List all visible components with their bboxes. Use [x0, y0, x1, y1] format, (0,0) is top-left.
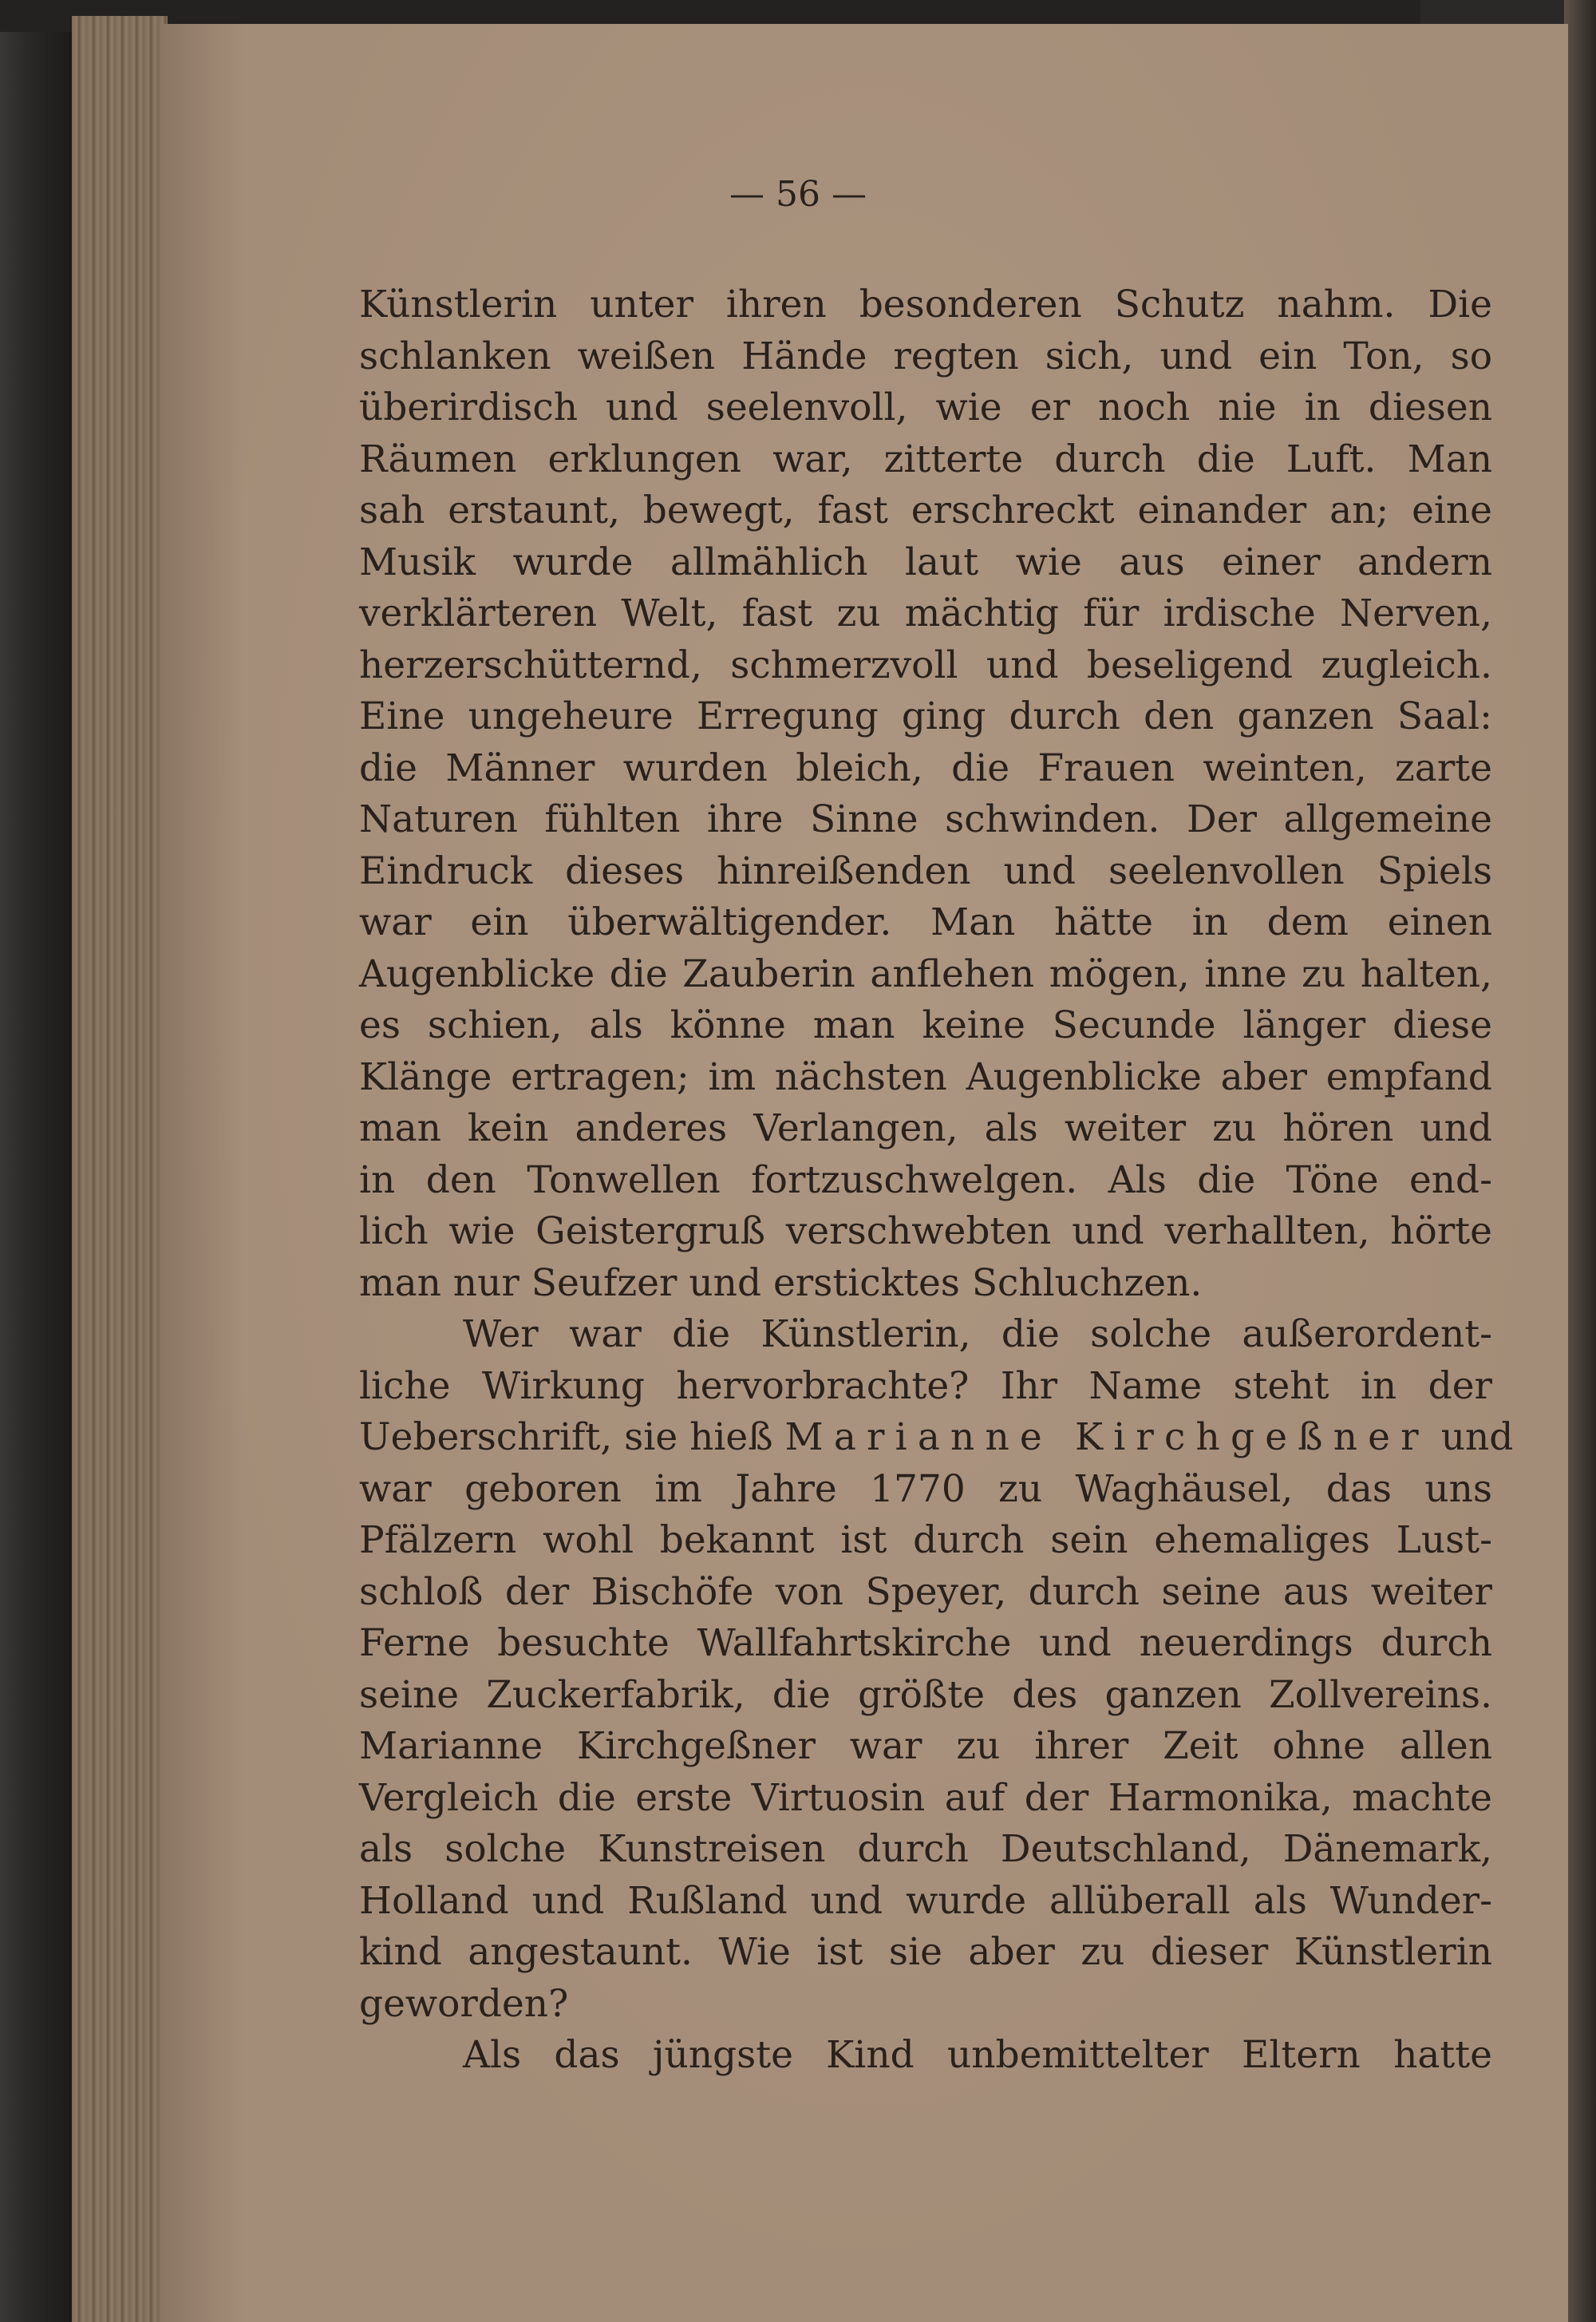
text-line: überirdisch und seelenvoll, wie er noch nie in diesen — [359, 386, 1492, 429]
text-line: Künstlerin unter ihren besonderen Schutz nahm. Die — [359, 283, 1492, 326]
page-stack-edges — [72, 16, 168, 2322]
text-line: Eine ungeheure Erregung ging durch den ganzen Saal: — [359, 694, 1492, 738]
text-line: man nur Seufzer und ersticktes Schluchzen. — [359, 1260, 1203, 1305]
text-line: liche Wirkung hervorbrachte? Ihr Name steht in der — [359, 1363, 1492, 1408]
body-text — [359, 279, 1514, 2082]
text-line: Musik wurde allmählich laut wie aus einer andern — [359, 540, 1492, 584]
text-line: Eindruck dieses hinreißenden und seelenvollen Spiels — [359, 848, 1492, 893]
text-segment: und — [1440, 1415, 1514, 1459]
right-shadow — [1564, 0, 1596, 2322]
text-line: die Männer wurden bleich, die Frauen weinten, zarte — [359, 746, 1492, 790]
text-line: Pfälzern wohl bekannt ist durch sein ehemaliges Lust- — [359, 1518, 1492, 1562]
spaced-name: Marianne Kirchgeßner — [784, 1415, 1429, 1459]
text-line: Augenblicke die Zauberin anflehen mögen, inne zu halten, — [359, 951, 1492, 996]
text-line: in den Tonwellen fortzuschwelgen. Als die Töne end- — [359, 1157, 1492, 1202]
text-line: Holland und Rußland und wurde allüberall als Wunder- — [359, 1878, 1492, 1923]
text-line: es schien, als könne man keine Secunde länger diese — [359, 1003, 1492, 1047]
text-line: Räumen erklungen war, zitterte durch die Luft. Man — [359, 437, 1492, 481]
text-line: Klänge ertragen; im nächsten Augenblicke aber empfand — [359, 1054, 1492, 1099]
text-line: kind angestaunt. Wie ist sie aber zu dieser Künstlerin — [359, 1930, 1492, 1974]
text-line: Ferne besuchte Wallfahrtskirche und neuerdings durch — [359, 1621, 1492, 1665]
text-line: herzerschütternd, schmerzvoll und beseligend zugleich. — [359, 643, 1492, 687]
page-number: — 56 — — [729, 174, 867, 215]
text-line: sah erstaunt, bewegt, fast erschreckt einander an; eine — [359, 489, 1492, 532]
text-line: Naturen fühlten ihre Sinne schwinden. Der allgemeine — [359, 797, 1492, 841]
text-line: Als das jüngste Kind unbemittelter Eltern hatte — [463, 2033, 1492, 2077]
text-line: war ein überwältigender. Man hätte in dem einen — [359, 900, 1492, 944]
text-line: Wer war die Künstlerin, die solche außerordent- — [463, 1312, 1492, 1356]
text-line: Marianne Kirchgeßner war zu ihrer Zeit ohne allen — [359, 1724, 1492, 1768]
text-line: lich wie Geistergruß verschwebten und verhallten, hörte — [359, 1209, 1492, 1253]
text-line: man kein anderes Verlangen, als weiter zu hören und — [359, 1106, 1492, 1150]
text-line: war geboren im Jahre 1770 zu Waghäusel, das uns — [359, 1466, 1492, 1511]
text-line: schloß der Bischöfe von Speyer, durch seine aus weiter — [359, 1569, 1492, 1614]
text-line: seine Zuckerfabrik, die größte des ganzen Zollvereins. — [359, 1672, 1492, 1717]
text-line: Vergleich die erste Virtuosin auf der Harmonika, machte — [359, 1775, 1492, 1820]
text-line: als solche Kunstreisen durch Deutschland, Dänemark, — [359, 1827, 1492, 1871]
text-line: verklärteren Welt, fast zu mächtig für irdische Nerven, — [359, 591, 1492, 635]
text-line: schlanken weißen Hände regten sich, und ein Ton, so — [359, 334, 1492, 378]
text-line-spaced-name — [359, 1412, 1514, 1464]
text-segment: Ueberschrift, sie hieß — [359, 1415, 773, 1459]
text-line: geworden? — [359, 1981, 569, 2026]
book-cover-edge — [0, 32, 73, 2322]
